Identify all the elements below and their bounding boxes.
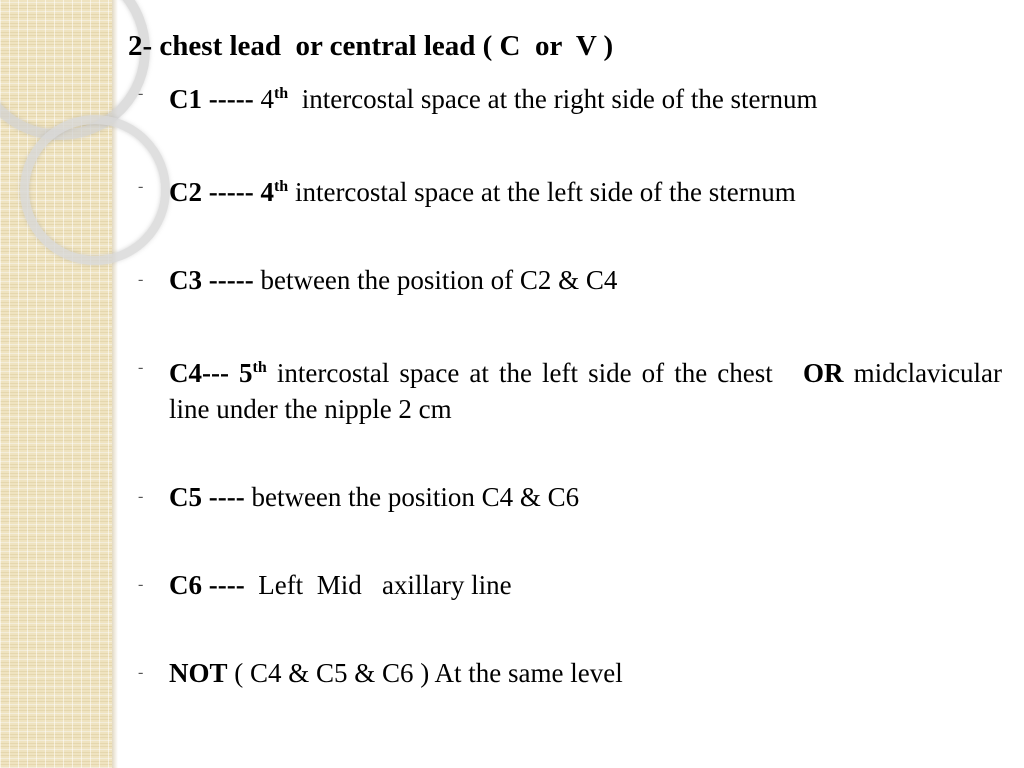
list-item-c3	[128, 262, 1002, 298]
lead-description-c6: Left Mid axillary line	[258, 570, 512, 600]
superscript-th-c4: th	[252, 359, 267, 376]
lead-description-c2: intercostal space at the left side of the sternum	[294, 177, 796, 207]
lead-label-c3: C3 -----	[169, 265, 254, 295]
or-emphasis: OR	[803, 358, 844, 388]
slide-content	[128, 26, 1002, 691]
bullet-dash: -	[138, 488, 144, 505]
slide-title: 2- chest lead or central lead ( C or V )	[128, 30, 614, 62]
list-item-c5	[128, 479, 1002, 515]
superscript-th-c1: th	[273, 85, 289, 102]
list-item-not	[128, 655, 1002, 691]
list-item-c2	[128, 169, 1002, 210]
list-item-c6	[128, 567, 1002, 603]
lead-description-c3: between the position of C2 & C4	[260, 265, 618, 295]
bullet-dash: -	[138, 85, 144, 102]
lead-label-c2: C2 ----- 4	[169, 177, 274, 207]
lead-description-c4-continued: midclavicular line under the nipple 2 cm	[169, 358, 1003, 424]
lead-label-c6: C6 ----	[169, 570, 245, 600]
lead-number-c1: 4	[260, 84, 274, 114]
bullet-dash: -	[138, 271, 144, 288]
lead-label-c1: C1 -----	[169, 84, 254, 114]
lead-label-c4: C4--- 5	[169, 358, 253, 388]
bullet-dash: -	[138, 664, 144, 681]
not-label: NOT	[169, 658, 228, 688]
superscript-th-c2: th	[273, 178, 289, 195]
lead-description-c4: intercostal space at the left side of the chest	[276, 358, 773, 388]
bullet-dash: -	[138, 576, 144, 593]
lead-description-c5: between the position C4 & C6	[251, 482, 580, 512]
bullet-dash: -	[138, 178, 144, 195]
list-item-c4	[128, 350, 1002, 427]
list-item-c1	[128, 76, 1002, 117]
lead-description-c1: intercostal space at the right side of the sternum	[301, 84, 818, 114]
not-description: ( C4 & C5 & C6 ) At the same level	[234, 658, 623, 688]
lead-label-c5: C5 ----	[169, 482, 245, 512]
bullet-dash: -	[138, 359, 144, 376]
